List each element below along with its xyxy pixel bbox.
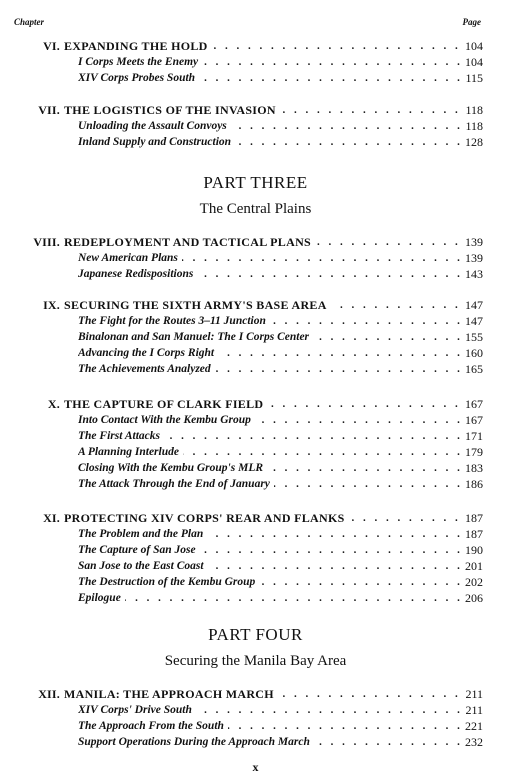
page-number: 118 — [465, 103, 483, 117]
section-title: San Jose to the East Coast — [78, 560, 208, 572]
chapter-number: XII. — [38, 687, 60, 701]
section-entry — [0, 54, 511, 70]
page-header-page: Page — [462, 17, 481, 27]
section-title: Japanese Redispositions — [78, 268, 197, 280]
chapter-title: SECURING THE SIXTH ARMY'S BASE AREA — [64, 298, 331, 312]
part-three-label: PART THREE — [203, 173, 308, 192]
part-three-title: The Central Plains — [199, 201, 312, 217]
page-header-chapter: Chapter — [14, 17, 45, 27]
page-number: 165 — [465, 362, 483, 376]
chapter-entry — [0, 102, 511, 118]
section-entry — [0, 590, 511, 606]
section-entry — [0, 718, 511, 734]
page-number: 201 — [465, 559, 483, 573]
section-title: The Attack Through the End of January — [78, 478, 274, 490]
page-number: 171 — [465, 429, 483, 443]
chapter-title: EXPANDING THE HOLD — [64, 39, 212, 53]
page-number: 186 — [465, 477, 483, 491]
part-four-title: Securing the Manila Bay Area — [164, 653, 347, 669]
chapter-number: X. — [47, 397, 60, 411]
section-entry — [0, 345, 511, 361]
section-title: Into Contact With the Kembu Group — [78, 414, 255, 426]
page-number: 143 — [465, 267, 483, 281]
section-title: Support Operations During the Approach March — [78, 736, 314, 748]
chapter-entry — [0, 686, 511, 702]
page-number: 104 — [465, 39, 483, 53]
chapter-entry — [0, 510, 511, 526]
chapter-title: THE LOGISTICS OF THE INVASION — [64, 103, 280, 117]
chapter-number: XI. — [43, 511, 60, 525]
section-entry — [0, 70, 511, 86]
page-number: 104 — [465, 55, 483, 69]
page-number: 232 — [465, 735, 483, 749]
section-entry — [0, 444, 511, 460]
page-number: 160 — [465, 346, 483, 360]
section-entry — [0, 460, 511, 476]
section-entry — [0, 250, 511, 266]
section-title: The Capture of San Jose — [78, 544, 200, 556]
chapter-number: VI. — [43, 39, 60, 53]
page-number: 115 — [465, 71, 483, 85]
section-title: The Destruction of the Kembu Group — [78, 576, 259, 588]
page-number: 179 — [465, 445, 483, 459]
part-four-label: PART FOUR — [208, 625, 303, 644]
page-number: 183 — [465, 461, 483, 475]
page-number: 147 — [465, 298, 483, 312]
section-entry — [0, 574, 511, 590]
page-folio: x — [252, 760, 259, 774]
chapter-entry — [0, 297, 511, 313]
page-number: 118 — [465, 119, 483, 133]
page-number: 187 — [465, 527, 483, 541]
section-title: The Fight for the Routes 3–11 Junction — [78, 315, 270, 327]
section-entry — [0, 702, 511, 718]
page-number: 211 — [465, 687, 483, 701]
section-entry — [0, 134, 511, 150]
chapter-title: THE CAPTURE OF CLARK FIELD — [64, 397, 267, 411]
section-entry — [0, 558, 511, 574]
section-entry — [0, 361, 511, 377]
chapter-entry — [0, 38, 511, 54]
section-title: A Planning Interlude — [78, 446, 183, 458]
page-number: 155 — [465, 330, 483, 344]
section-title: Closing With the Kembu Group's MLR — [78, 462, 267, 474]
page-number: 202 — [465, 575, 483, 589]
page-number: 167 — [465, 413, 483, 427]
section-entry — [0, 412, 511, 428]
section-title: Unloading the Assault Convoys — [78, 120, 231, 132]
section-entry — [0, 313, 511, 329]
section-title: Inland Supply and Construction — [78, 136, 235, 148]
page-number: 190 — [465, 543, 483, 557]
chapter-entry — [0, 396, 511, 412]
section-title: The Approach From the South — [78, 720, 228, 732]
section-title: Advancing the I Corps Right — [78, 347, 218, 359]
chapter-number: VII. — [38, 103, 60, 117]
page-number: 167 — [465, 397, 483, 411]
chapter-title: REDEPLOYMENT AND TACTICAL PLANS — [64, 235, 315, 249]
section-entry — [0, 118, 511, 134]
section-title: XIV Corps' Drive South — [78, 704, 196, 716]
section-title: I Corps Meets the Enemy — [78, 56, 202, 68]
section-entry — [0, 428, 511, 444]
section-entry — [0, 329, 511, 345]
section-title: The Achievements Analyzed — [78, 363, 215, 375]
page-number: 221 — [465, 719, 483, 733]
section-entry — [0, 476, 511, 492]
section-entry — [0, 266, 511, 282]
page-number: 128 — [465, 135, 483, 149]
chapter-title: MANILA: THE APPROACH MARCH — [64, 687, 278, 701]
section-title: The First Attacks — [78, 430, 164, 442]
page-number: 139 — [465, 251, 483, 265]
section-title: New American Plans — [78, 252, 182, 264]
page-number: 206 — [465, 591, 483, 605]
section-entry — [0, 542, 511, 558]
section-entry — [0, 734, 511, 750]
section-entry — [0, 526, 511, 542]
chapter-number: VIII. — [33, 235, 60, 249]
section-title: XIV Corps Probes South — [78, 72, 199, 84]
page-number: 187 — [465, 511, 483, 525]
page-number: 147 — [465, 314, 483, 328]
chapter-number: IX. — [43, 298, 60, 312]
section-title: Epilogue — [78, 592, 125, 604]
chapter-title: PROTECTING XIV CORPS' REAR AND FLANKS — [64, 511, 349, 525]
section-title: Binalonan and San Manuel: The I Corps Center — [78, 331, 313, 343]
chapter-entry — [0, 234, 511, 250]
page-number: 139 — [465, 235, 483, 249]
page-number: 211 — [465, 703, 483, 717]
section-title: The Problem and the Plan — [78, 528, 207, 540]
